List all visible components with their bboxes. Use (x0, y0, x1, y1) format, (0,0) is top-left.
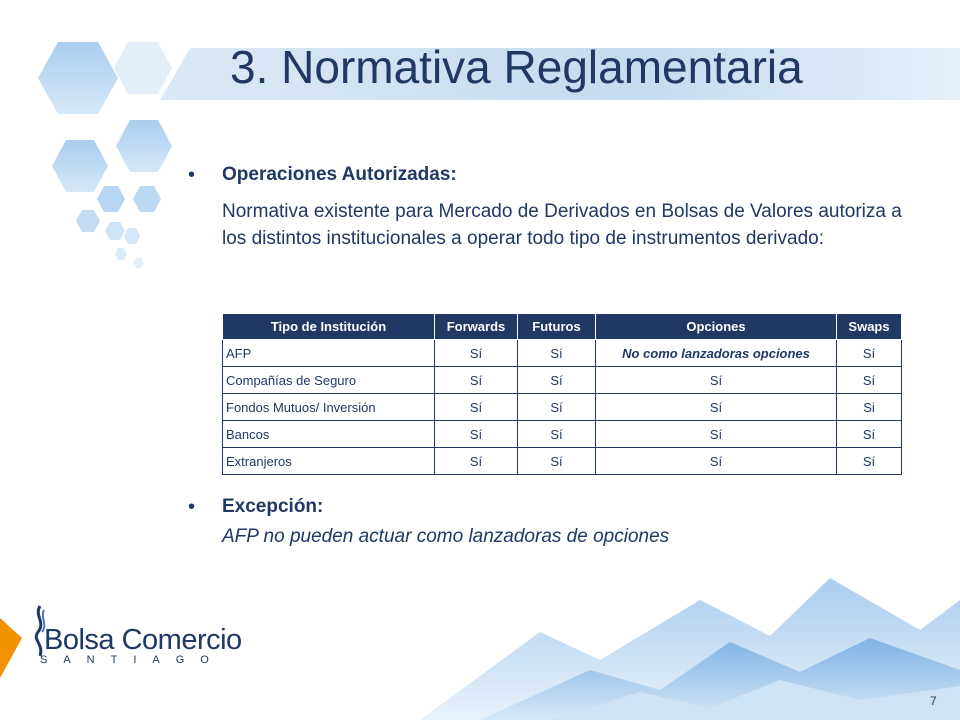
table-row (223, 448, 902, 475)
table-cell: Sí (435, 394, 518, 421)
table-cell: Si (837, 394, 902, 421)
institutions-table (222, 313, 902, 475)
table-cell: Sí (435, 367, 518, 394)
table-cell: Sí (596, 448, 837, 475)
col-header-tipo: Tipo de Institución (223, 314, 435, 340)
table-cell: Sí (518, 448, 596, 475)
logo-name: Bolsa Comercio (44, 624, 242, 656)
table-cell: Sí (518, 340, 596, 367)
table-row (223, 367, 902, 394)
table-cell: Compañías de Seguro (223, 367, 435, 394)
table-cell: Sí (596, 421, 837, 448)
col-header-opciones: Opciones (596, 314, 837, 340)
bullet-marker: • (188, 496, 196, 518)
table-cell: Sí (435, 340, 518, 367)
logo-subtitle: SANTIAGO (40, 654, 225, 666)
table-cell: Extranjeros (223, 448, 435, 475)
table-cell: Sí (837, 448, 902, 475)
table-cell: Sí (596, 394, 837, 421)
bullet-marker: • (188, 164, 196, 186)
table-cell: Sí (837, 340, 902, 367)
col-header-forwards: Forwards (435, 314, 518, 340)
table-cell: Sí (435, 448, 518, 475)
table-cell: Fondos Mutuos/ Inversión (223, 394, 435, 421)
section-paragraph: Normativa existente para Mercado de Derivados en Bolsas de Valores autoriza a los distintos institucionales a operar todo tipo de instrumentos derivado: (222, 201, 902, 249)
col-header-futuros: Futuros (518, 314, 596, 340)
table-cell: Sí (596, 367, 837, 394)
hexagon-decoration (0, 0, 220, 280)
section-heading-operaciones: Operaciones Autorizadas: (222, 164, 457, 185)
table-cell: Sí (837, 421, 902, 448)
table-header-row (223, 314, 902, 340)
table-cell: Sí (518, 394, 596, 421)
table-cell: AFP (223, 340, 435, 367)
table-cell: Sí (837, 367, 902, 394)
table-cell: No como lanzadoras opciones (596, 340, 837, 367)
table-row (223, 421, 902, 448)
exception-text: AFP no pueden actuar como lanzadoras de opciones (222, 526, 670, 547)
slide-title: 3. Normativa Reglamentaria (230, 41, 803, 93)
table-row (223, 340, 902, 367)
table-cell: Sí (518, 421, 596, 448)
col-header-swaps: Swaps (837, 314, 902, 340)
mountains-decoration (400, 560, 960, 720)
table-cell: Bancos (223, 421, 435, 448)
table-cell: Sí (435, 421, 518, 448)
table-cell: Sí (518, 367, 596, 394)
table-row (223, 394, 902, 421)
section-heading-excepcion: Excepción: (222, 496, 324, 517)
page-number: 7 (930, 694, 937, 708)
